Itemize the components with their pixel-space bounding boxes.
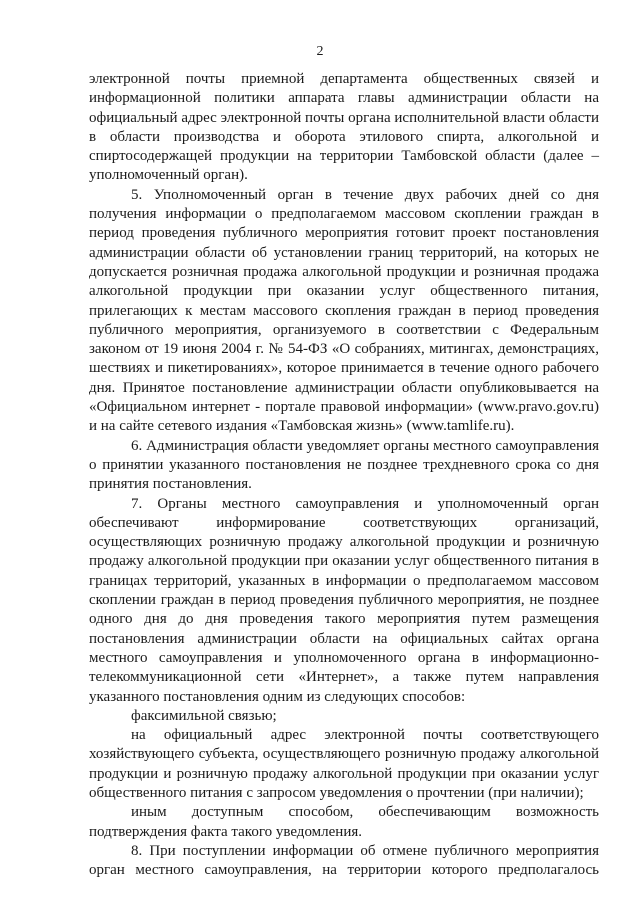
paragraph-email: на официальный адрес электронной почты соответствующего хозяйствующего субъекта, осуществляющего розничную продажу алкогольной продукции и розничную продажу алкогольной продукции при оказании услуг общественного питания с запросом уведомления о прочтении (при наличии); bbox=[89, 727, 599, 801]
paragraph-8: 8. При поступлении информации об отмене публичного мероприятия орган местного самоуправления, на территории которого предполагалось bbox=[89, 842, 599, 879]
paragraph-7: 7. Органы местного самоуправления и уполномоченный орган обеспечивают информирование соответствующих организаций, осуществляющих розничную продажу алкогольной продукции и розничную продажу алкогольной продукции при оказании услуг общественного питания в границах территорий, указанных в информации о предполагаемом массовом скоплении граждан в период проведения публичного мероприятия, не позднее одного дня до дня проведения такого мероприятия путем размещения постановления администрации области на официальных сайтах органа местного самоуправления и уполномоченного органа в информационно-телекоммуникационной сети «Интернет», а также путем направления указанного постановления одним из следующих способов: bbox=[89, 495, 599, 705]
page-number: 2 bbox=[316, 44, 324, 59]
document-body bbox=[89, 70, 599, 880]
paragraph-continuation: электронной почты приемной департамента общественных связей и информационной политики аппарата главы администрации области на официальный адрес электронной почты органа исполнительной власти области в области производства и оборота этилового спирта, алкогольной и спиртосодержащей продукции на территории Тамбовской области (далее – уполномоченный орган). bbox=[89, 71, 599, 184]
paragraph-fax: факсимильной связью; bbox=[131, 707, 277, 724]
paragraph-6: 6. Администрация области уведомляет органы местного самоуправления о принятии указанного постановления не позднее трехдневного срока со дня принятия постановления. bbox=[89, 437, 599, 493]
paragraph-5: 5. Уполномоченный орган в течение двух рабочих дней со дня получения информации о предполагаемом массовом скоплении граждан в период проведения публичного мероприятия готовит проект постановления администрации области об установлении границ территорий, на которых не допускается розничная продажа алкогольной продукции и розничная продажа алкогольной продукции при оказании услуг общественного питания, прилегающих к местам массового скопления граждан в период проведения публичного мероприятия, организуемого в соответствии с Федеральным законом от 19 июня 2004 г. № 54-ФЗ «О собраниях, митингах, демонстрациях, шествиях и пикетированиях», которое принимается в течение одного рабочего дня. Принятое постановление администрации области опубликовывается на «Официальном интернет - портале правовой информации» (www.pravo.gov.ru) и на сайте сетевого издания «Тамбовская жизнь» (www.tamlife.ru). bbox=[89, 186, 599, 435]
paragraph-other: иным доступным способом, обеспечивающим возможность подтверждения факта такого уведомления. bbox=[89, 804, 599, 840]
